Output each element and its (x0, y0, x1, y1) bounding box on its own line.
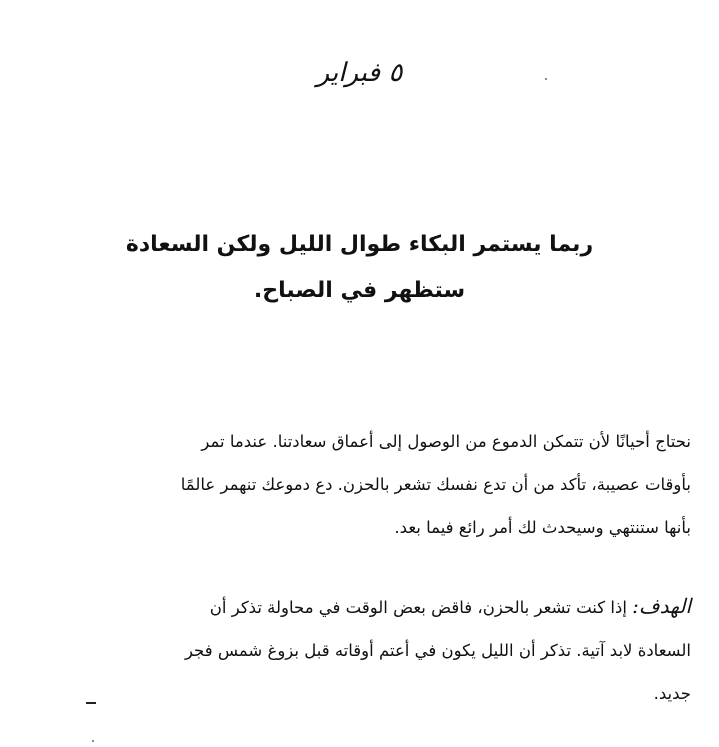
scan-mark-dash (86, 702, 96, 704)
body-paragraph (40, 420, 691, 549)
goal-label: الهدف: (632, 594, 691, 618)
scan-speck (545, 78, 547, 80)
page-date-heading: ٥ فبراير (316, 58, 403, 88)
goal-line-2: السعادة لابد آتية. تذكر أن الليل يكون في أعتم أوقاته قبل بزوغ شمس فجر (184, 641, 691, 660)
quote-line-2: ستظهر في الصباح. (253, 278, 466, 303)
goal-line-1 (40, 585, 691, 629)
body-line-2: بأوقات عصيبة، تأكد من أن تدع نفسك تشعر بالحزن. دع دموعك تنهمر عالمًا (180, 475, 691, 494)
goal-paragraph (40, 585, 691, 715)
body-line-1: نحتاج أحيانًا لأن تتمكن الدموع من الوصول إلى أعماق سعادتنا. عندما تمر (201, 432, 691, 451)
quote-line-1: ربما يستمر البكاء طوال الليل ولكن السعادة (125, 232, 594, 257)
goal-line-3: جديد. (653, 684, 691, 703)
body-line-3: بأنها ستنتهي وسيحدث لك أمر رائع فيما بعد. (394, 518, 691, 537)
quote-block (100, 222, 619, 314)
scan-speck (92, 740, 94, 742)
goal-line-1-text: إذا كنت تشعر بالحزن، فاقض بعض الوقت في محاولة تذكر أن (209, 598, 633, 617)
